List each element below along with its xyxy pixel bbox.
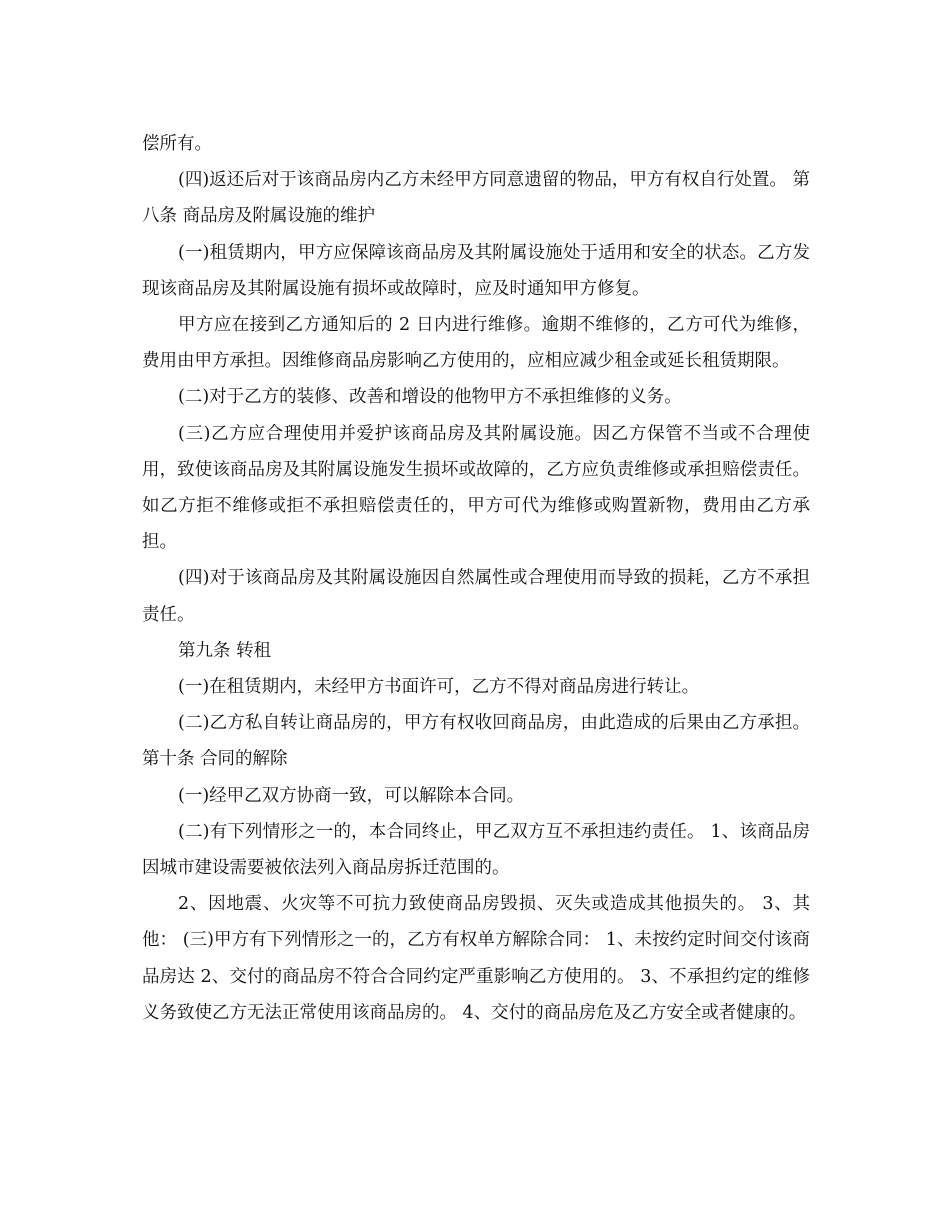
paragraph-12: (二)有下列情形之一的，本合同终止，甲乙双方互不承担违约责任。 1、该商品房因城市建设需要被依法列入商品房拆迁范围的。 [142, 821, 810, 879]
paragraph-2: (四)返还后对于该商品房内乙方未经甲方同意遗留的物品，甲方有权自行处置。 第八条 商品房及附属设施的维护 [142, 170, 810, 227]
paragraph-10: (二)乙方私自转让商品房的，甲方有权收回商品房，由此造成的后果由乙方承担。 第十条 合同的解除 [142, 713, 810, 770]
paragraph-4: 甲方应在接到乙方通知后的 2 日内进行维修。逾期不维修的，乙方可代为维修，费用由甲方承担。因维修商品房影响乙方使用的，应相应减少租金或延长租赁期限。 [142, 315, 810, 372]
paragraph-3: (一)租赁期内，甲方应保障该商品房及其附属设施处于适用和安全的状态。乙方发现该商品房及其附属设施有损坏或故障时，应及时通知甲方修复。 [142, 242, 810, 299]
paragraph-1: 偿所有。 [142, 134, 212, 154]
section-heading-9: 第九条 转租 [178, 640, 272, 661]
paragraph-5: (二)对于乙方的装修、改善和增设的他物甲方不承担维修的义务。 [178, 387, 682, 408]
paragraph-13: 2、因地震、火灾等不可抗力致使商品房毁损、灭失或造成其他损失的。 3、其他： (三)甲方有下列情形之一的，乙方有权单方解除合同： 1、未按约定时间交付该商品房达 2、交付的商品房不符合合同约定严重影响乙方使用的。 3、不承担约定的维修义务致使乙方无法正常使用该商品房的。 4、交付的商品房危及乙方安全或者健康的。 [142, 894, 810, 1023]
paragraph-6: (三)乙方应合理使用并爱护该商品房及其附属设施。因乙方保管不当或不合理使用，致使该商品房及其附属设施发生损坏或故障的，乙方应负责维修或承担赔偿责任。如乙方拒不维修或拒不承担赔偿责任的，甲方可代为维修或购置新物，费用由乙方承担。 [142, 423, 810, 553]
paragraph-7: (四)对于该商品房及其附属设施因自然属性或合理使用而导致的损耗，乙方不承担责任。 [142, 568, 810, 625]
paragraph-9: (一)在租赁期内，未经甲方书面许可，乙方不得对商品房进行转让。 [178, 677, 700, 698]
paragraph-11: (一)经甲乙双方协商一致，可以解除本合同。 [178, 785, 525, 806]
document-body [142, 126, 810, 1031]
